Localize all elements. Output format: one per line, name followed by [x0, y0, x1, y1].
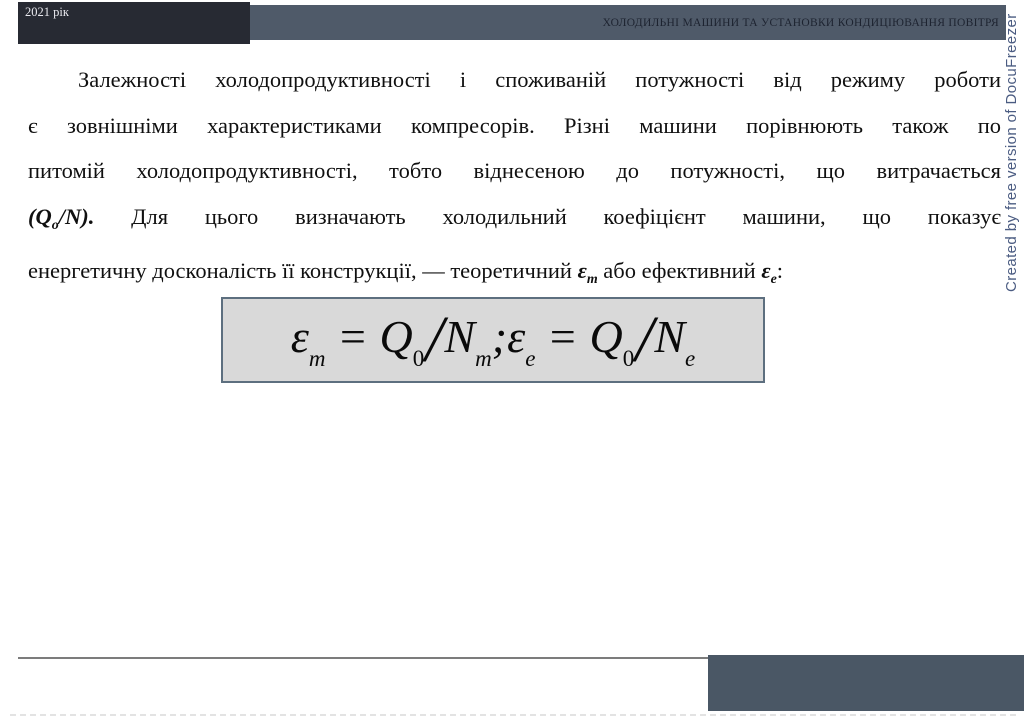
formula-box: [221, 297, 765, 383]
paragraph-line: [28, 57, 1001, 103]
text-segment: :: [776, 257, 784, 283]
text-segment: /: [425, 303, 444, 376]
text-segment: Q: [589, 310, 623, 362]
text-segment: енергетичну досконалість її конструкції, — теоретичний: [28, 257, 578, 283]
paragraph-line: [28, 194, 1001, 248]
text-segment: (Q: [28, 203, 52, 229]
text-segment: або ефективний: [597, 257, 762, 283]
text-segment: ε: [761, 257, 771, 283]
text-segment: e: [685, 345, 696, 371]
text-segment: Q: [379, 310, 413, 362]
text-segment: m: [308, 345, 326, 371]
footer-dashed-line: [10, 714, 1016, 716]
text-segment: 0: [622, 345, 635, 371]
text-segment: питомій холодопродуктивності, тобто віднесеною до потужності, що витрачається: [28, 158, 1001, 183]
text-segment: N: [444, 310, 476, 362]
text-segment: o: [51, 217, 59, 233]
text-segment: ;: [491, 310, 508, 362]
footer-block: [708, 655, 1024, 711]
text-segment: ε: [290, 310, 309, 362]
text-segment: /: [635, 303, 654, 376]
text-segment: e: [770, 271, 777, 287]
formula: [291, 303, 696, 378]
text-segment: Для цього визначають холодильний коефіцієнт машини, що показує: [94, 203, 1001, 229]
text-segment: m: [586, 271, 598, 287]
footer-rule: [18, 657, 726, 659]
header-title: ХОЛОДИЛЬНІ МАШИНИ ТА УСТАНОВКИ КОНДИЦІЮВАННЯ ПОВІТРЯ: [602, 16, 999, 29]
body-paragraph: [28, 57, 1001, 302]
docufreezer-watermark: Created by free version of DocuFreezer: [1003, 13, 1020, 292]
text-segment: =: [535, 310, 590, 362]
text-segment: =: [325, 310, 380, 362]
text-segment: Залежності холодопродуктивності і споживаній потужності від режиму роботи: [78, 67, 1001, 92]
text-segment: N: [654, 310, 686, 362]
year-banner: [18, 2, 250, 44]
year-label: 2021 рік: [25, 5, 69, 19]
text-segment: ε: [577, 257, 587, 283]
text-segment: є зовнішніми характеристиками компресорів. Різні машини порівнюють також по: [28, 112, 1001, 138]
text-segment: e: [525, 345, 536, 371]
text-segment: 0: [412, 345, 425, 371]
header-bar: [250, 5, 1006, 40]
paragraph-line: [28, 103, 1001, 149]
text-segment: ε: [507, 310, 526, 362]
paragraph-line: [28, 148, 1001, 194]
paragraph-line: [28, 248, 1001, 302]
text-segment: m: [475, 345, 492, 371]
text-segment: /N).: [58, 203, 95, 229]
